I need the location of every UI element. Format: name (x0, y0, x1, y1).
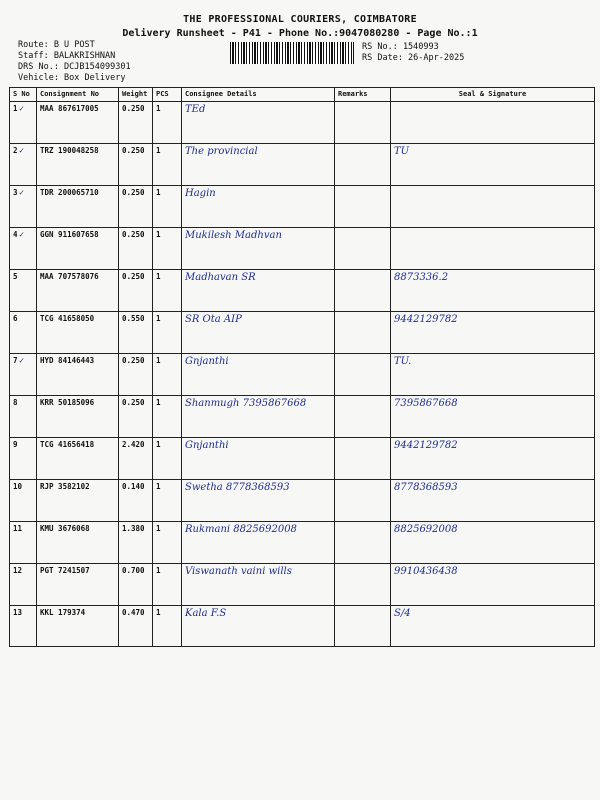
row-consignment-text: RJP 3582102 (40, 482, 90, 491)
col-pcs: PCS (153, 88, 182, 102)
row-pcs (153, 228, 182, 270)
staff-field: Staff: BALAKRISHNAN (18, 51, 116, 61)
row-sno (10, 186, 37, 228)
row-remarks (335, 606, 391, 647)
row-remarks (335, 480, 391, 522)
row-consignment-text: HYD 84146443 (40, 356, 95, 365)
row-pcs-text: 1 (156, 398, 161, 407)
row-weight (119, 396, 153, 438)
row-consignment-text: KRR 50185096 (40, 398, 95, 407)
row-consignment-text: GGN 911607658 (40, 230, 99, 239)
row-consignee (182, 480, 335, 522)
row-pcs (153, 270, 182, 312)
row-weight-text: 0.250 (122, 146, 145, 155)
row-weight-text: 1.380 (122, 524, 145, 533)
row-pcs-text: 1 (156, 230, 161, 239)
row-pcs (153, 522, 182, 564)
row-signature (391, 606, 595, 647)
row-signature-text: 8873336.2 (394, 272, 449, 283)
row-pcs-text: 1 (156, 146, 161, 155)
row-consignment (37, 438, 119, 480)
row-sno (10, 564, 37, 606)
row-signature (391, 354, 595, 396)
row-signature (391, 396, 595, 438)
row-consignment (37, 522, 119, 564)
row-remarks (335, 438, 391, 480)
row-weight-text: 0.250 (122, 230, 145, 239)
row-remarks (335, 270, 391, 312)
row-weight (119, 480, 153, 522)
row-consignment (37, 480, 119, 522)
row-consignee (182, 438, 335, 480)
row-weight (119, 564, 153, 606)
table-row (10, 102, 595, 144)
row-weight-text: 0.140 (122, 482, 145, 491)
row-sno-text: 6 (13, 314, 18, 323)
row-consignment (37, 606, 119, 647)
row-sno (10, 144, 37, 186)
row-consignee-text: TEd (185, 104, 206, 115)
row-sno (10, 312, 37, 354)
row-pcs (153, 354, 182, 396)
row-pcs-text: 1 (156, 440, 161, 449)
row-pcs (153, 480, 182, 522)
row-weight (119, 522, 153, 564)
row-signature (391, 564, 595, 606)
rs-date-field: RS Date: 26-Apr-2025 (362, 53, 465, 63)
row-pcs (153, 606, 182, 647)
table-row (10, 522, 595, 564)
row-pcs (153, 186, 182, 228)
checkmark-icon: ✓ (18, 146, 25, 155)
row-consignment-text: KKL 179374 (40, 608, 86, 617)
row-pcs-text: 1 (156, 188, 161, 197)
row-signature (391, 480, 595, 522)
row-consignee-text: Mukilesh Madhvan (185, 230, 282, 241)
row-sno-text: 12 (13, 566, 23, 575)
row-weight (119, 186, 153, 228)
row-pcs-text: 1 (156, 104, 161, 113)
row-weight (119, 354, 153, 396)
row-pcs-text: 1 (156, 356, 161, 365)
col-remarks: Remarks (335, 88, 391, 102)
table-row (10, 354, 595, 396)
row-weight (119, 312, 153, 354)
row-remarks (335, 102, 391, 144)
row-signature (391, 522, 595, 564)
row-consignee-text: Rukmani 8825692008 (185, 524, 297, 535)
row-sno (10, 480, 37, 522)
row-consignee (182, 312, 335, 354)
row-weight-text: 0.250 (122, 272, 145, 281)
row-consignee-text: Madhavan SR (185, 272, 256, 283)
row-weight (119, 438, 153, 480)
meta-left (18, 40, 131, 84)
row-consignment (37, 270, 119, 312)
row-pcs-text: 1 (156, 314, 161, 323)
row-sno (10, 522, 37, 564)
route-field: Route: B U POST (18, 40, 95, 50)
row-sno-text: 4 (13, 230, 18, 239)
row-sno-text: 11 (13, 524, 23, 533)
row-sno-text: 5 (13, 272, 18, 281)
row-remarks (335, 522, 391, 564)
row-consignee-text: Swetha 8778368593 (185, 482, 290, 493)
table-row (10, 438, 595, 480)
row-sno-text: 9 (13, 440, 18, 449)
row-remarks (335, 354, 391, 396)
row-weight (119, 228, 153, 270)
row-remarks (335, 228, 391, 270)
row-signature-text: S/4 (394, 608, 411, 619)
table-row (10, 606, 595, 647)
row-pcs (153, 396, 182, 438)
row-weight-text: 0.470 (122, 608, 145, 617)
row-weight-text: 0.250 (122, 398, 145, 407)
row-consignment (37, 396, 119, 438)
table-row (10, 228, 595, 270)
drs-field: DRS No.: DCJB154099301 (18, 62, 131, 72)
rs-no-field: RS No.: 1540993 (362, 42, 439, 52)
row-pcs-text: 1 (156, 524, 161, 533)
row-consignee (182, 228, 335, 270)
row-remarks (335, 186, 391, 228)
row-consignee (182, 270, 335, 312)
table-row (10, 564, 595, 606)
table-row (10, 144, 595, 186)
meta-right (362, 42, 464, 64)
col-sno: S No (10, 88, 37, 102)
row-signature-text: 9910436438 (394, 566, 458, 577)
row-sno-text: 2 (13, 146, 18, 155)
row-consignment-text: MAA 867617005 (40, 104, 99, 113)
row-consignee (182, 102, 335, 144)
row-signature-text: 7395867668 (394, 398, 458, 409)
row-signature-text: 9442129782 (394, 440, 458, 451)
row-consignment-text: TDR 200065710 (40, 188, 99, 197)
row-pcs (153, 102, 182, 144)
row-sno-text: 13 (13, 608, 23, 617)
row-consignee (182, 522, 335, 564)
row-signature (391, 144, 595, 186)
table-row (10, 480, 595, 522)
row-consignment-text: MAA 707578076 (40, 272, 99, 281)
table-header (10, 88, 595, 102)
row-consignment-text: TCG 41658050 (40, 314, 95, 323)
row-signature (391, 438, 595, 480)
row-consignee (182, 144, 335, 186)
row-weight (119, 102, 153, 144)
row-sno-text: 1 (13, 104, 18, 113)
row-signature (391, 186, 595, 228)
row-consignment-text: TRZ 190048258 (40, 146, 99, 155)
row-sno-text: 8 (13, 398, 18, 407)
row-consignee-text: Hagin (185, 188, 216, 199)
row-consignee (182, 606, 335, 647)
row-pcs-text: 1 (156, 272, 161, 281)
table-row (10, 270, 595, 312)
row-consignment (37, 186, 119, 228)
row-pcs-text: 1 (156, 482, 161, 491)
row-consignment (37, 102, 119, 144)
row-sno-text: 7 (13, 356, 18, 365)
row-consignment (37, 228, 119, 270)
col-weight: Weight (119, 88, 153, 102)
row-consignee (182, 396, 335, 438)
table-row (10, 186, 595, 228)
col-consignment: Consignment No (37, 88, 119, 102)
row-pcs (153, 564, 182, 606)
row-signature-text: 8778368593 (394, 482, 458, 493)
row-consignee-text: Gnjanthi (185, 356, 229, 367)
row-sno-text: 10 (13, 482, 23, 491)
runsheet-title: Delivery Runsheet - P41 - Phone No.:9047080280 - Page No.:1 (122, 28, 478, 39)
row-weight-text: 0.700 (122, 566, 145, 575)
row-consignment (37, 312, 119, 354)
checkmark-icon: ✓ (18, 188, 25, 197)
row-consignee-text: Shanmugh 7395867668 (185, 398, 307, 409)
row-signature (391, 102, 595, 144)
row-weight-text: 0.250 (122, 104, 145, 113)
row-pcs (153, 144, 182, 186)
row-weight-text: 0.250 (122, 188, 145, 197)
row-consignment (37, 564, 119, 606)
row-weight-text: 0.550 (122, 314, 145, 323)
row-pcs (153, 438, 182, 480)
vehicle-field: Vehicle: Box Delivery (18, 73, 126, 83)
row-sno (10, 396, 37, 438)
row-signature-text: TU (394, 146, 410, 157)
row-signature-text: 9442129782 (394, 314, 458, 325)
table-row (10, 396, 595, 438)
row-remarks (335, 144, 391, 186)
checkmark-icon: ✓ (18, 230, 25, 239)
row-remarks (335, 396, 391, 438)
row-signature (391, 312, 595, 354)
row-consignee (182, 186, 335, 228)
row-signature (391, 228, 595, 270)
row-consignment-text: TCG 41656418 (40, 440, 95, 449)
row-consignee (182, 354, 335, 396)
row-consignment-text: PGT 7241507 (40, 566, 90, 575)
row-pcs-text: 1 (156, 608, 161, 617)
row-remarks (335, 312, 391, 354)
row-sno (10, 438, 37, 480)
company-title: THE PROFESSIONAL COURIERS, COIMBATORE (183, 14, 417, 25)
row-consignment (37, 144, 119, 186)
runsheet-table (9, 87, 595, 647)
row-signature-text: TU. (394, 356, 412, 367)
col-signature: Seal & Signature (391, 88, 595, 102)
col-consignee: Consignee Details (182, 88, 335, 102)
row-consignment-text: KMU 3676068 (40, 524, 90, 533)
row-sno (10, 102, 37, 144)
row-pcs (153, 312, 182, 354)
row-weight-text: 0.250 (122, 356, 145, 365)
checkmark-icon: ✓ (18, 356, 25, 365)
row-signature (391, 270, 595, 312)
row-consignee-text: Gnjanthi (185, 440, 229, 451)
row-sno (10, 606, 37, 647)
row-pcs-text: 1 (156, 566, 161, 575)
row-consignee-text: Kala F.S (185, 608, 227, 619)
checkmark-icon: ✓ (18, 104, 25, 113)
row-sno-text: 3 (13, 188, 18, 197)
row-consignee (182, 564, 335, 606)
row-weight (119, 144, 153, 186)
row-consignee-text: Viswanath vaini wills (185, 566, 292, 577)
row-weight (119, 606, 153, 647)
row-consignee-text: The provincial (185, 146, 258, 157)
row-weight (119, 270, 153, 312)
row-consignment (37, 354, 119, 396)
row-sno (10, 354, 37, 396)
row-consignee-text: SR Ota AIP (185, 314, 242, 325)
table-row (10, 312, 595, 354)
row-sno (10, 270, 37, 312)
row-remarks (335, 564, 391, 606)
row-weight-text: 2.420 (122, 440, 145, 449)
barcode (230, 42, 354, 64)
row-sno (10, 228, 37, 270)
row-signature-text: 8825692008 (394, 524, 458, 535)
